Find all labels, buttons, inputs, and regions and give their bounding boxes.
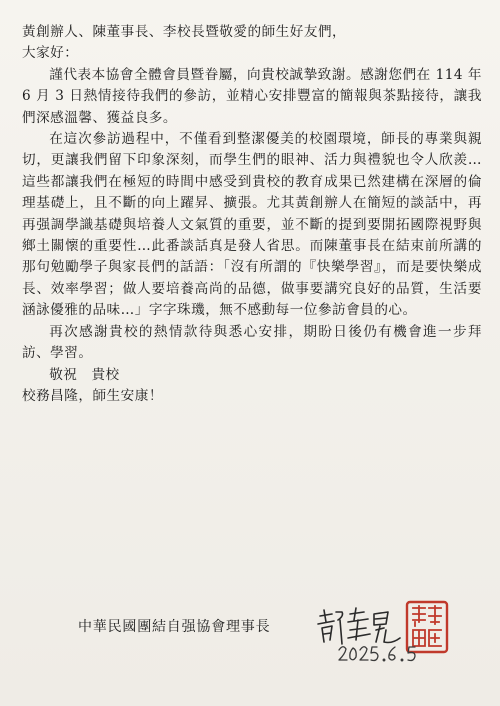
closing-wish: 敬祝 貴校 xyxy=(49,366,120,383)
letter-body xyxy=(22,22,482,407)
organization-title: 中華民國團結自强協會理事長 xyxy=(78,619,271,635)
handwritten-date xyxy=(335,642,435,666)
closing-blessing: 校務昌隆，師生安康！ xyxy=(22,387,163,404)
greeting: 大家好： xyxy=(22,45,79,62)
salutation: 黃創辦人、陳董事長、李校長暨敬愛的師生好友們， xyxy=(22,24,347,40)
paragraph-closing: 再次感謝貴校的熱情款待與悉心安排，期盼日後仍有機會進一步拜訪、學習。 xyxy=(22,323,482,362)
paragraph-thanks: 謹代表本協會全體會員暨眷屬，向貴校誠摯致謝。感謝您們在 114 年 6 月 3 日熱情接待我們的參訪，並精心安排豐富的簡報與茶點接待，讓我們深感溫馨、獲益良多。 xyxy=(22,66,482,126)
paragraph-visit: 在這次參訪過程中，不僅看到整潔優美的校園環境，師長的專業與親切，更讓我們留下印象深刻，而學生們的眼神、活力與禮貌也令人欣羨…這些都讓我們在極短的時間中感受到貴校的教育成果已然建構在深層的倫理基礎上，且不斷的向上躍昇、擴張。尤其黃創辦人在簡短的談話中，再再强調學識基礎與培養人文氣質的重要，並不斷的提到要開拓國際視野與鄉土關懷的重要性…此番談話真是發人省思。而陳董事長在結束前所講的那句勉勵學子與家長們的話語：「沒有所謂的『快樂學習』，而是要快樂成長、效率學習；做人要培養高尚的品德，做事要講究良好的品質，生活要涵詠優雅的品味…」字字珠璣，無不感動每一位參訪會員的心。 xyxy=(22,131,482,319)
